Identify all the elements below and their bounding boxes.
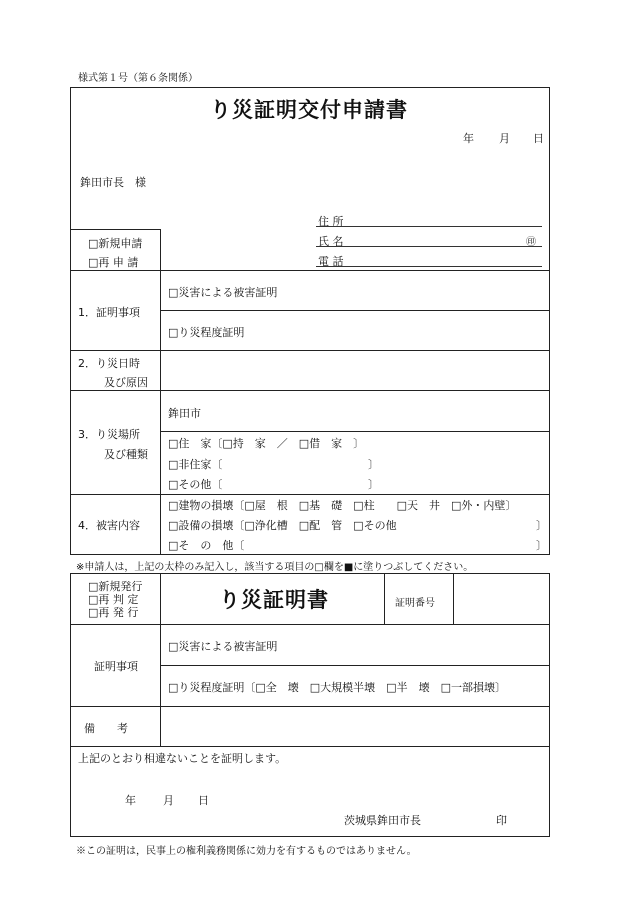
certification-statement: 上記のとおり相違ないことを証明します。 (78, 752, 287, 765)
other-damage-checkbox[interactable]: □そ の 他〔 (168, 539, 245, 552)
issue-new-checkbox[interactable]: □新規発行 (88, 580, 143, 593)
remarks-field[interactable] (162, 708, 548, 745)
divider (453, 573, 454, 624)
bracket-close: 〕 (536, 519, 547, 532)
certificate-title: り災証明書 (219, 588, 329, 612)
divider (160, 431, 550, 432)
disaster-damage-cert-checkbox[interactable]: □災害による被害証明 (168, 286, 278, 299)
phone-field[interactable] (316, 266, 542, 267)
phone-label: 電 話 (318, 255, 344, 268)
divider (70, 390, 550, 391)
issue-rejudge-checkbox[interactable]: □再 判 定 (88, 593, 139, 606)
residence-checkbox[interactable]: □住 家〔□持 家 ／ □借 家 〕 (168, 437, 365, 450)
certificate-footer-note: ※この証明は，民事上の権利義務関係に効力を有するものではありません。 (76, 846, 417, 857)
name-field[interactable] (316, 246, 542, 247)
section4-label: 4．被害内容 (78, 519, 140, 532)
divider (70, 624, 550, 625)
address-label: 住 所 (318, 215, 344, 228)
disaster-date-cause-field[interactable] (162, 352, 548, 390)
city-prefix: 鉾田市 (168, 407, 201, 420)
divider (70, 746, 550, 747)
divider (160, 573, 161, 746)
addressee: 鉾田市長 様 (80, 176, 146, 189)
remarks-label: 備 考 (84, 722, 128, 735)
issuer-seal: 印 (496, 814, 507, 827)
application-note: ※申請人は，上記の太枠のみ記入し，該当する項目の□欄を■に塗りつぶしてください。 (76, 562, 474, 573)
cert-damage-degree-checkbox[interactable]: □り災程度証明〔□全 壊 □大規模半壊 □半 壊 □一部損壊〕 (168, 681, 506, 694)
divider (160, 270, 161, 555)
building-damage-checkbox[interactable]: □建物の損壊〔□屋 根 □基 礎 □柱 □天 井 □外・内壁〕 (168, 499, 517, 512)
cert-items-label: 証明事項 (94, 660, 138, 673)
bracket-close: 〕 (368, 478, 379, 491)
divider (160, 310, 550, 311)
re-application-checkbox[interactable]: □再 申 請 (88, 256, 139, 269)
damage-degree-cert-checkbox[interactable]: □り災程度証明 (168, 326, 245, 339)
divider (70, 706, 550, 707)
bracket-close: 〕 (536, 539, 547, 552)
issuer-name: 茨城県鉾田市長 (344, 814, 421, 827)
cert-disaster-damage-checkbox[interactable]: □災害による被害証明 (168, 640, 278, 653)
form-number: 様式第１号（第６条関係） (78, 73, 198, 84)
divider (70, 350, 550, 351)
cert-date-month: 月 (163, 794, 174, 807)
cert-number-label: 証明番号 (395, 598, 435, 609)
section3-label-sub: 及び種類 (104, 448, 148, 461)
section2-label: 2．り災日時 (78, 357, 140, 370)
divider (160, 229, 161, 270)
seal-mark: ㊞ (526, 237, 536, 248)
other-building-checkbox[interactable]: □その他〔 (168, 478, 223, 491)
issue-reissue-checkbox[interactable]: □再 発 行 (88, 606, 139, 619)
divider (70, 229, 161, 230)
divider (70, 494, 550, 495)
application-form (70, 87, 550, 555)
cert-date-year: 年 (125, 794, 136, 807)
application-title: り災証明交付申請書 (210, 98, 408, 122)
address-field[interactable] (316, 226, 542, 227)
cert-number-field[interactable] (455, 575, 548, 623)
date-day-label: 日 (533, 132, 544, 145)
date-month-label: 月 (499, 132, 510, 145)
date-year-label: 年 (463, 132, 474, 145)
section1-label: 1．証明事項 (78, 306, 140, 319)
non-residence-checkbox[interactable]: □非住家〔 (168, 458, 223, 471)
divider (70, 270, 550, 271)
section3-label: 3．り災場所 (78, 428, 140, 441)
divider (160, 665, 550, 666)
new-application-checkbox[interactable]: □新規申請 (88, 237, 143, 250)
equipment-damage-checkbox[interactable]: □設備の損壊〔□浄化槽 □配 管 □その他 (168, 519, 397, 532)
bracket-close: 〕 (368, 458, 379, 471)
divider (384, 573, 385, 624)
section2-label-sub: 及び原因 (104, 376, 148, 389)
cert-date-day: 日 (198, 794, 209, 807)
name-label: 氏 名 (318, 235, 344, 248)
